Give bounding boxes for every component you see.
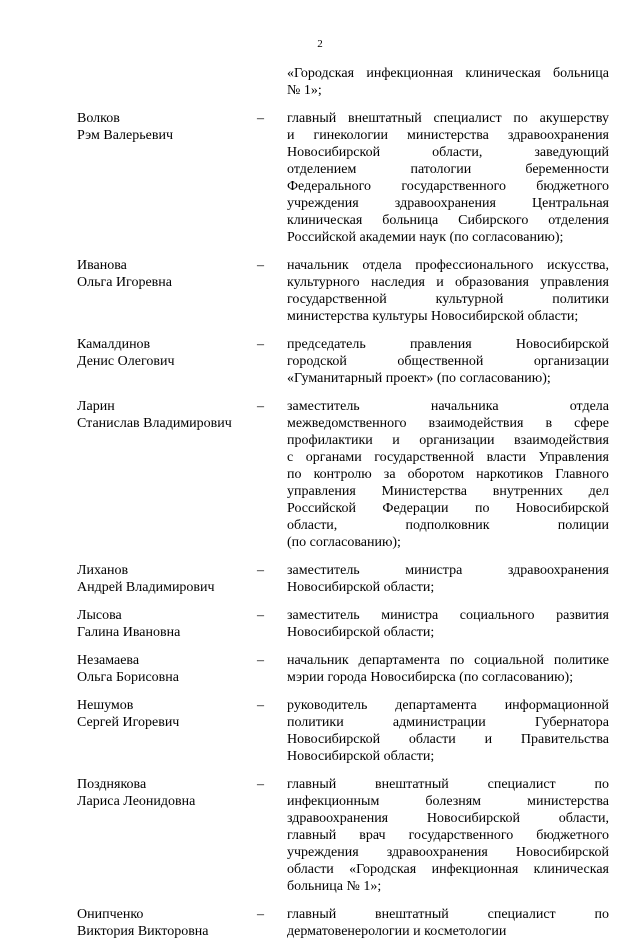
position-text-line: инфекционным болезням министерства — [287, 794, 609, 809]
member-given-names: Галина Ивановна — [77, 625, 181, 640]
member-entry — [0, 65, 640, 99]
position-text-line: № 1»; — [287, 83, 322, 98]
position-text-line: по контролю за оборотом наркотиков Главного — [287, 467, 609, 482]
member-position — [287, 697, 609, 765]
position-text-line: больница № 1»; — [287, 879, 382, 894]
member-surname: Волков — [77, 111, 120, 126]
position-text-line: отделением патологии беременности — [287, 162, 609, 177]
separator-dash: – — [257, 608, 264, 623]
committee-member-list — [0, 65, 640, 951]
member-entry — [0, 110, 640, 246]
position-text-line: главный внештатный специалист по — [287, 777, 609, 792]
member-surname: Нешумов — [77, 698, 134, 713]
position-text-line: государственной культурной политики — [287, 292, 609, 307]
position-text-line: (по согласованию); — [287, 535, 401, 550]
position-text-line: учреждения здравоохранения Центральная — [287, 196, 609, 211]
position-text-line: заместитель начальника отдела — [287, 399, 609, 414]
position-text-line: руководитель департамента информационной — [287, 698, 609, 713]
position-text-line: заместитель министра здравоохранения — [287, 563, 609, 578]
position-text-line: учреждения здравоохранения Новосибирской — [287, 845, 609, 860]
member-name — [77, 336, 257, 387]
member-surname: Иванова — [77, 258, 127, 273]
member-position — [287, 65, 609, 99]
member-given-names: Ольга Борисовна — [77, 670, 179, 685]
member-name — [77, 65, 257, 99]
member-name — [77, 776, 257, 895]
member-position — [287, 398, 609, 551]
member-entry — [0, 607, 640, 641]
member-given-names: Сергей Игоревич — [77, 715, 180, 730]
position-text-line: с органами государственной власти Управления — [287, 450, 609, 465]
member-position — [287, 257, 609, 325]
separator-dash — [257, 65, 287, 99]
position-text-line: Новосибирской области, заведующий — [287, 145, 609, 160]
separator-dash: – — [257, 653, 264, 668]
position-text-line: городской общественной организации — [287, 354, 609, 369]
member-position — [287, 776, 609, 895]
member-name — [77, 398, 257, 551]
member-name — [77, 257, 257, 325]
member-given-names: Денис Олегович — [77, 354, 175, 369]
member-given-names: Лариса Леонидовна — [77, 794, 196, 809]
member-entry — [0, 562, 640, 596]
position-text-line: начальник отдела профессионального искусства, — [287, 258, 609, 273]
position-text-line: Новосибирской области; — [287, 749, 435, 764]
position-text-line: Российской Федерации по Новосибирской — [287, 501, 609, 516]
position-text-line: главный внештатный специалист по — [287, 907, 609, 922]
member-name — [77, 697, 257, 765]
member-name — [77, 906, 257, 940]
separator-dash: – — [257, 399, 264, 414]
position-text-line: Новосибирской области и Правительства — [287, 732, 609, 747]
position-text-line: межведомственного взаимодействия в сфере — [287, 416, 609, 431]
member-position — [287, 652, 609, 686]
member-entry — [0, 652, 640, 686]
member-entry — [0, 697, 640, 765]
member-position — [287, 562, 609, 596]
separator-dash: – — [257, 563, 264, 578]
position-text-line: клиническая больница Сибирского отделения — [287, 213, 609, 228]
position-text-line: и гинекологии министерства здравоохранения — [287, 128, 609, 143]
member-given-names: Рэм Валерьевич — [77, 128, 173, 143]
member-entry — [0, 906, 640, 940]
position-text-line: главный врач государственного бюджетного — [287, 828, 609, 843]
member-given-names: Станислав Владимирович — [77, 416, 232, 431]
position-text-line: заместитель министра социального развития — [287, 608, 609, 623]
position-text-line: профилактики и организации взаимодействия — [287, 433, 609, 448]
member-name — [77, 110, 257, 246]
position-text-line: «Гуманитарный проект» (по согласованию); — [287, 371, 551, 386]
position-text-line: Федерального государственного бюджетного — [287, 179, 609, 194]
page-number: 2 — [317, 38, 323, 50]
member-given-names: Виктория Викторовна — [77, 924, 209, 939]
member-surname: Незамаева — [77, 653, 140, 668]
member-position — [287, 607, 609, 641]
position-text-line: области «Городская инфекционная клиническая — [287, 862, 609, 877]
position-text-line: политики администрации Губернатора — [287, 715, 609, 730]
position-text-line: председатель правления Новосибирской — [287, 337, 609, 352]
position-text-line: главный внештатный специалист по акушерству — [287, 111, 609, 126]
member-given-names: Ольга Игоревна — [77, 275, 172, 290]
member-position — [287, 110, 609, 246]
separator-dash: – — [257, 258, 264, 273]
member-surname: Лысова — [77, 608, 122, 623]
position-text-line: мэрии города Новосибирска (по согласованию); — [287, 670, 574, 685]
position-text-line: области, подполковник полиции — [287, 518, 609, 533]
member-entry — [0, 398, 640, 551]
member-name — [77, 607, 257, 641]
position-text-line: культурного наследия и образования управления — [287, 275, 609, 290]
member-surname: Лиханов — [77, 563, 129, 578]
separator-dash: – — [257, 907, 264, 922]
position-text-line: «Городская инфекционная клиническая больница — [287, 66, 609, 81]
separator-dash: – — [257, 337, 264, 352]
position-text-line: Российской академии наук (по согласованию); — [287, 230, 564, 245]
member-given-names: Андрей Владимирович — [77, 580, 215, 595]
position-text-line: министерства культуры Новосибирской области; — [287, 309, 579, 324]
position-text-line: управления Министерства внутренних дел — [287, 484, 609, 499]
member-name — [77, 652, 257, 686]
member-entry — [0, 776, 640, 895]
position-text-line: здравоохранения Новосибирской области, — [287, 811, 609, 826]
member-surname: Камалдинов — [77, 337, 151, 352]
member-position — [287, 906, 609, 940]
position-text-line: Новосибирской области; — [287, 625, 435, 640]
member-position — [287, 336, 609, 387]
separator-dash: – — [257, 698, 264, 713]
member-name — [77, 562, 257, 596]
position-text-line: начальник департамента по социальной политике — [287, 653, 609, 668]
position-text-line: дерматовенерологии и косметологии — [287, 924, 507, 939]
separator-dash: – — [257, 111, 264, 126]
position-text-line: Новосибирской области; — [287, 580, 435, 595]
member-surname: Позднякова — [77, 777, 147, 792]
member-surname: Онипченко — [77, 907, 144, 922]
member-entry — [0, 336, 640, 387]
member-surname: Ларин — [77, 399, 115, 414]
separator-dash: – — [257, 777, 264, 792]
member-entry — [0, 257, 640, 325]
